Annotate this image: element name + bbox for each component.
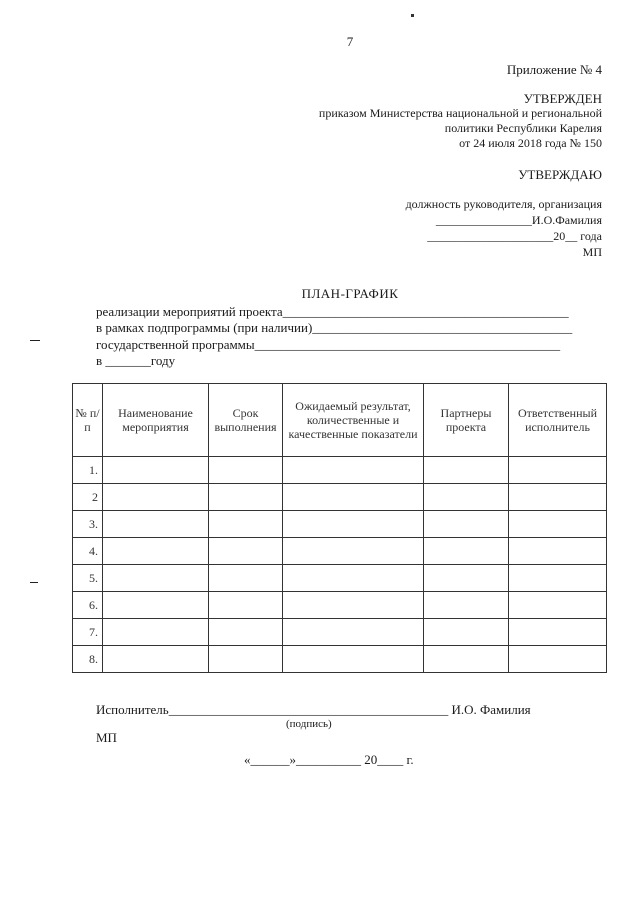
table-row bbox=[73, 565, 607, 592]
table-cell bbox=[103, 619, 209, 646]
row-number: 7. bbox=[73, 619, 103, 646]
table-cell bbox=[424, 565, 509, 592]
header-event-name: Наименование мероприятия bbox=[103, 384, 209, 457]
table-row bbox=[73, 484, 607, 511]
position-line: должность руководителя, организация bbox=[405, 197, 602, 211]
table-cell bbox=[509, 646, 607, 673]
row-number: 5. bbox=[73, 565, 103, 592]
table-cell bbox=[103, 592, 209, 619]
table-cell bbox=[424, 592, 509, 619]
signature-note: (подпись) bbox=[286, 718, 332, 730]
table-cell bbox=[209, 646, 283, 673]
signature-line: ________________И.О.Фамилия bbox=[435, 213, 602, 227]
table-row bbox=[73, 511, 607, 538]
table-cell bbox=[424, 484, 509, 511]
row-number: 4. bbox=[73, 538, 103, 565]
table-cell bbox=[424, 511, 509, 538]
plan-schedule-table bbox=[72, 383, 607, 673]
table-header-row bbox=[73, 384, 607, 457]
table-cell bbox=[509, 619, 607, 646]
page-number: 7 bbox=[346, 34, 354, 49]
table-cell bbox=[509, 592, 607, 619]
margin-mark bbox=[30, 582, 38, 583]
approval-stamp: МП bbox=[582, 245, 602, 259]
plan-line-subprogram: в рамках подпрограммы (при наличии)________________________________________ bbox=[96, 320, 573, 335]
row-number: 1. bbox=[73, 457, 103, 484]
table-row bbox=[73, 538, 607, 565]
table-cell bbox=[283, 457, 424, 484]
scan-dot bbox=[411, 14, 414, 17]
table-cell bbox=[209, 619, 283, 646]
table-row bbox=[73, 592, 607, 619]
table-cell bbox=[283, 565, 424, 592]
appendix-label: Приложение № 4 bbox=[506, 62, 602, 77]
plan-line-program: государственной программы_______________________________________________ bbox=[96, 337, 561, 352]
approved-line-3: от 24 июля 2018 года № 150 bbox=[459, 136, 602, 150]
table-cell bbox=[424, 538, 509, 565]
footer-date-line: «______»__________ 20____ г. bbox=[244, 752, 414, 767]
plan-line-project: реализации мероприятий проекта____________________________________________ bbox=[96, 304, 569, 319]
table-cell bbox=[209, 592, 283, 619]
table-cell bbox=[209, 511, 283, 538]
header-partners: Партнеры проекта bbox=[424, 384, 509, 457]
table-cell bbox=[509, 457, 607, 484]
table-cell bbox=[283, 484, 424, 511]
table-cell bbox=[509, 484, 607, 511]
table-cell bbox=[103, 646, 209, 673]
approval-date-line: _____________________20__ года bbox=[427, 229, 602, 243]
approved-line-1: приказом Министерства национальной и региональной bbox=[318, 106, 602, 120]
approve-title: УТВЕРЖДАЮ bbox=[518, 167, 602, 182]
table-cell bbox=[209, 565, 283, 592]
table-row bbox=[73, 619, 607, 646]
row-number: 3. bbox=[73, 511, 103, 538]
table-cell bbox=[283, 592, 424, 619]
table-cell bbox=[424, 619, 509, 646]
approved-title: УТВЕРЖДЕН bbox=[523, 91, 602, 106]
table-cell bbox=[209, 484, 283, 511]
executor-line: Исполнитель___________________________________________ И.О. Фамилия bbox=[96, 702, 531, 717]
table-cell bbox=[103, 511, 209, 538]
row-number: 8. bbox=[73, 646, 103, 673]
table-cell bbox=[283, 646, 424, 673]
table-cell bbox=[103, 565, 209, 592]
header-number: № п/п bbox=[73, 384, 103, 457]
margin-mark bbox=[30, 340, 40, 341]
header-responsible: Ответственный исполнитель bbox=[509, 384, 607, 457]
table-cell bbox=[509, 511, 607, 538]
table-cell bbox=[283, 511, 424, 538]
table-cell bbox=[103, 457, 209, 484]
plan-title: ПЛАН-ГРАФИК bbox=[301, 286, 399, 301]
table-cell bbox=[509, 565, 607, 592]
row-number: 2 bbox=[73, 484, 103, 511]
table-cell bbox=[424, 646, 509, 673]
table-cell bbox=[103, 484, 209, 511]
approved-line-2: политики Республики Карелия bbox=[444, 121, 602, 135]
plan-line-year: в _______году bbox=[96, 353, 176, 368]
table-cell bbox=[509, 538, 607, 565]
header-deadline: Срок выполнения bbox=[209, 384, 283, 457]
table-cell bbox=[283, 538, 424, 565]
table-cell bbox=[283, 619, 424, 646]
table-row bbox=[73, 646, 607, 673]
table-cell bbox=[103, 538, 209, 565]
table-cell bbox=[209, 457, 283, 484]
header-expected-result: Ожидаемый результат, количественные и качественные показатели bbox=[283, 384, 424, 457]
footer-stamp: МП bbox=[96, 730, 117, 745]
table-cell bbox=[209, 538, 283, 565]
row-number: 6. bbox=[73, 592, 103, 619]
table-row bbox=[73, 457, 607, 484]
table-cell bbox=[424, 457, 509, 484]
